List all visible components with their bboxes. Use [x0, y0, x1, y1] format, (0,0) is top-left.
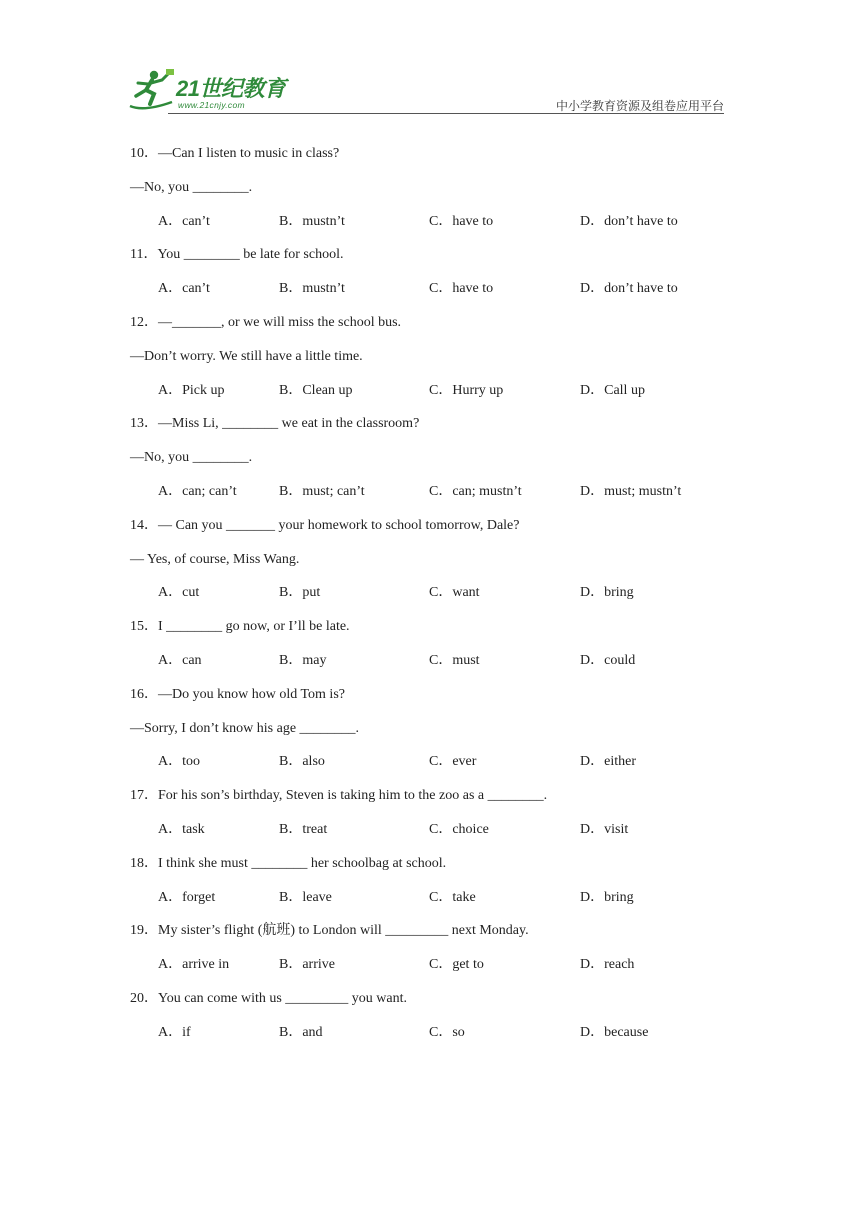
option-d: D．bring: [580, 585, 634, 601]
question-item: [130, 306, 730, 407]
option-a: A．if: [158, 1024, 191, 1040]
answer-options: [130, 475, 730, 509]
option-d: D．must; mustn’t: [580, 483, 682, 499]
answer-options: [130, 813, 730, 847]
question-stem: 17．For his son’s birthday, Steven is taking him to the zoo as a ________.: [130, 788, 548, 804]
question-item: [130, 509, 730, 610]
option-a: A．task: [158, 821, 205, 837]
question-item: [130, 610, 730, 678]
option-c: C．want: [429, 585, 480, 601]
option-c: C．choice: [429, 821, 489, 837]
answer-options: [130, 272, 730, 306]
question-stem: 16．—Do you know how old Tom is?: [130, 686, 345, 702]
option-d: D．because: [580, 1024, 649, 1040]
logo-url: www.21cnjy.com: [178, 100, 245, 110]
header-platform-text: 中小学教育资源及组卷应用平台: [555, 99, 724, 113]
option-d: D．visit: [580, 821, 629, 837]
question-item: [130, 678, 730, 779]
option-a: A．can: [158, 652, 202, 668]
option-b: B．arrive: [279, 957, 335, 973]
question-dialogue-line: —No, you ________.: [130, 179, 253, 195]
answer-options: [130, 745, 730, 779]
option-c: C．can; mustn’t: [429, 483, 522, 499]
option-a: A．can’t: [158, 213, 210, 229]
header-rule: [168, 113, 724, 114]
answer-options: [130, 576, 730, 610]
option-a: A．too: [158, 754, 200, 770]
option-b: B．may: [279, 652, 327, 668]
option-c: C．take: [429, 889, 476, 905]
page-header: [124, 66, 724, 116]
option-d: D．could: [580, 652, 636, 668]
option-b: B．mustn’t: [279, 213, 345, 229]
option-b: B．Clean up: [279, 382, 353, 398]
question-stem: 13．—Miss Li, ________ we eat in the classroom?: [130, 416, 420, 432]
question-item: [130, 914, 730, 982]
option-a: A．forget: [158, 889, 216, 905]
answer-options: [130, 205, 730, 239]
logo-text: 21世纪教育: [176, 76, 286, 101]
option-b: B．also: [279, 754, 325, 770]
question-stem: 18．I think she must ________ her schoolbag at school.: [130, 855, 447, 871]
question-stem: 19．My sister’s flight (航班) to London will _________ next Monday.: [130, 923, 529, 939]
option-d: D．don’t have to: [580, 281, 678, 297]
option-b: B．put: [279, 585, 321, 601]
option-b: B．and: [279, 1024, 323, 1040]
answer-options: [130, 881, 730, 915]
question-dialogue-line: — Yes, of course, Miss Wang.: [130, 551, 300, 567]
question-stem: 15．I ________ go now, or I’ll be late.: [130, 619, 350, 635]
option-d: D．reach: [580, 957, 635, 973]
question-item: [130, 982, 730, 1050]
option-c: C．have to: [429, 213, 494, 229]
option-c: C．so: [429, 1024, 465, 1040]
option-c: C．get to: [429, 957, 484, 973]
option-a: A．arrive in: [158, 957, 230, 973]
question-item: [130, 407, 730, 508]
answer-options: [130, 948, 730, 982]
answer-options: [130, 644, 730, 678]
option-c: C．must: [429, 652, 480, 668]
question-stem: 10．—Can I listen to music in class?: [130, 146, 340, 161]
option-d: D．don’t have to: [580, 213, 678, 229]
question-stem: 11．You ________ be late for school.: [130, 247, 344, 263]
option-d: D．bring: [580, 889, 634, 905]
option-a: A．can’t: [158, 281, 210, 297]
option-c: C．Hurry up: [429, 382, 504, 398]
logo: [124, 66, 294, 114]
option-a: A．can; can’t: [158, 483, 237, 499]
question-item: [130, 847, 730, 915]
option-b: B．treat: [279, 821, 328, 837]
question-stem: 12．—_______, or we will miss the school bus.: [130, 314, 402, 330]
question-dialogue-line: —Don’t worry. We still have a little time.: [130, 348, 363, 364]
question-dialogue-line: —No, you ________.: [130, 450, 253, 466]
runner-icon: [124, 66, 176, 114]
option-c: C．have to: [429, 281, 494, 297]
answer-options: [130, 374, 730, 408]
option-a: A．cut: [158, 585, 200, 601]
option-c: C．ever: [429, 754, 477, 770]
question-item: [130, 779, 730, 847]
option-b: B．mustn’t: [279, 281, 345, 297]
option-b: B．must; can’t: [279, 483, 365, 499]
question-item: [130, 137, 730, 238]
question-item: [130, 238, 730, 306]
option-b: B．leave: [279, 889, 332, 905]
option-a: A．Pick up: [158, 382, 225, 398]
question-stem: 14．— Can you _______ your homework to school tomorrow, Dale?: [130, 517, 520, 533]
option-d: D．Call up: [580, 382, 645, 398]
question-list: [130, 137, 730, 1050]
option-d: D．either: [580, 754, 636, 770]
answer-options: [130, 1016, 730, 1050]
question-stem: 20．You can come with us _________ you want.: [130, 990, 408, 1006]
question-dialogue-line: —Sorry, I don’t know his age ________.: [130, 720, 360, 736]
